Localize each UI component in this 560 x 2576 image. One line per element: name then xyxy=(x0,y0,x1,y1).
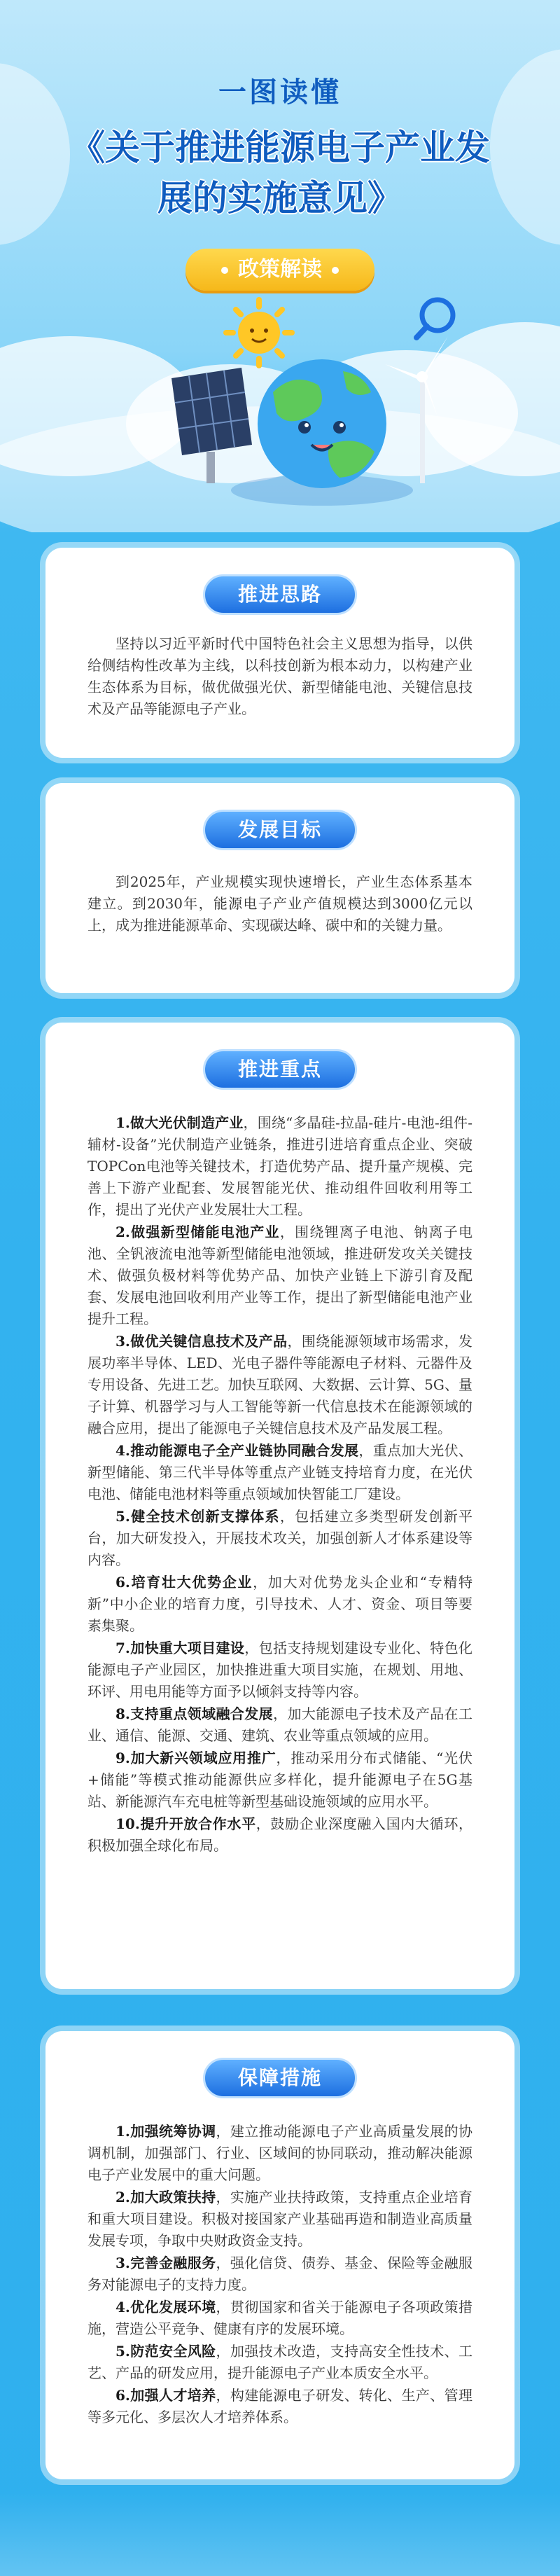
item-lead: 6.培育壮大优势企业 xyxy=(115,1574,253,1591)
list-item xyxy=(88,1572,472,1637)
item-lead: 5.防范安全风险 xyxy=(115,2343,216,2360)
item-text: ，包括建立多类型研发创新平台，加大研发投入，开展技术攻关，加强创新人才体系建设等内容。 xyxy=(88,1508,472,1568)
wind-turbine-icon xyxy=(385,336,448,483)
section-goals xyxy=(46,783,514,993)
item-lead: 2.加大政策扶持 xyxy=(115,2189,216,2205)
magnifier-icon xyxy=(416,300,453,338)
footer-glow xyxy=(0,2493,560,2576)
item-text: ，建立推动能源电子产业高质量发展的协调机制，加强部门、行业、区域间的协同联动，推动解决能源电子产业发展中的重大问题。 xyxy=(88,2123,472,2183)
item-text: ，包括支持规划建设专业化、特色化能源电子产业园区，加快推进重大项目实施，在规划、用地、环评、用电用能等方面予以倾斜支持等内容。 xyxy=(88,1640,472,1700)
item-text: ，推动采用分布式储能、“光伏+储能”等模式推动能源供应多样化，提升能源电子在5G基站、新能源汽车充电桩等新型基础设施领域的应用水平。 xyxy=(88,1750,472,1810)
list-item xyxy=(88,2297,472,2340)
paragraph: 到2025年，产业规模实现快速增长，产业生态体系基本建立。到2030年，能源电子产业产值规模达到3000亿元以上，成为推进能源革命、实现碳达峰、碳中和的关键力量。 xyxy=(88,873,472,934)
item-lead: 4.推动能源电子全产业链协同融合发展 xyxy=(115,1442,359,1459)
hero-banner xyxy=(0,0,560,532)
page-title: 《关于推进能源电子产业发展的实施意见》 xyxy=(70,127,490,219)
sun-icon xyxy=(226,300,292,366)
section-body-goals xyxy=(88,871,472,936)
policy-badge-label: 政策解读 xyxy=(238,257,322,282)
section-title-goals: 发展目标 xyxy=(203,810,357,850)
item-text: ，围绕锂离子电池、钠离子电池、全钒液流电池等新型储能电池领域，推进研发攻关关键技术、做强负极材料等优势产品、加快产业链上下游引育及配套、发展电池回收利用产业等工作，提出了新型储能电池产业提升工程。 xyxy=(88,1224,472,1327)
list-item xyxy=(88,2121,472,2186)
item-lead: 6.加强人才培养 xyxy=(115,2387,216,2404)
list-item xyxy=(88,1703,472,1747)
item-lead: 8.支持重点领域融合发展 xyxy=(115,1705,274,1722)
item-lead: 1.做大光伏制造产业 xyxy=(115,1114,244,1131)
item-lead: 10.提升开放合作水平 xyxy=(115,1815,256,1832)
list-item xyxy=(88,1440,472,1505)
policy-badge xyxy=(186,249,374,291)
item-text: ，构建能源电子研发、转化、生产、管理等多元化、多层次人才培养体系。 xyxy=(88,2387,472,2425)
section-body-priorities xyxy=(88,1112,472,1857)
item-text: ，鼓励企业深度融入国内大循环，积极加强全球化布局。 xyxy=(88,1815,473,1854)
section-title-approach: 推进思路 xyxy=(203,574,357,615)
section-title-safeguards: 保障措施 xyxy=(203,2058,357,2098)
section-priorities xyxy=(46,1023,514,1989)
list-item xyxy=(88,2385,472,2428)
page-title-top: 一图读懂 xyxy=(218,76,342,109)
list-item xyxy=(88,1813,472,1857)
section-approach xyxy=(46,548,514,758)
list-item xyxy=(88,1331,472,1439)
list-item xyxy=(88,2341,472,2384)
item-text: ，强化信贷、债券、基金、保险等金融服务对能源电子的支持力度。 xyxy=(88,2255,472,2293)
item-text: ，加大能源电子技术及产品在工业、通信、能源、交通、建筑、农业等重点领域的应用。 xyxy=(88,1705,472,1744)
item-text: ，加大对优势龙头企业和“专精特新”中小企业的培育力度，引导技术、人才、资金、项目等要素集聚。 xyxy=(88,1574,472,1634)
item-text: ，实施产业扶持政策，支持重点企业培育和重大项目建设。积极对接国家产业基础再造和制造业高质量发展专项，争取中央财政资金支持。 xyxy=(88,2189,472,2249)
section-body-approach xyxy=(88,633,472,720)
list-item xyxy=(88,1747,472,1813)
item-lead: 7.加快重大项目建设 xyxy=(115,1640,245,1656)
list-item xyxy=(88,1221,472,1330)
item-lead: 3.做优关键信息技术及产品 xyxy=(115,1333,288,1350)
section-safeguards xyxy=(46,2031,514,2479)
item-lead: 9.加大新兴领域应用推广 xyxy=(115,1750,276,1766)
list-item xyxy=(88,1637,472,1703)
item-lead: 4.优化发展环境 xyxy=(115,2299,216,2315)
section-body-safeguards xyxy=(88,2121,472,2429)
item-lead: 1.加强统筹协调 xyxy=(115,2123,216,2140)
item-lead: 3.完善金融服务 xyxy=(115,2255,216,2271)
hero-illustration xyxy=(119,294,469,518)
solar-panel-icon xyxy=(172,368,252,483)
item-text: ，加强技术改造，支持高安全性技术、工艺、产品的研发应用，提升能源电子产业本质安全水平。 xyxy=(88,2343,472,2381)
item-text: ，贯彻国家和省关于能源电子各项政策措施，营造公平竞争、健康有序的发展环境。 xyxy=(88,2299,472,2337)
list-item xyxy=(88,2252,472,2296)
paragraph: 坚持以习近平新时代中国特色社会主义思想为指导，以供给侧结构性改革为主线，以科技创新为根本动力，以构建产业生态体系为目标，做优做强光伏、新型储能电池、关键信息技术及产品等能源电子产业。 xyxy=(88,635,472,717)
item-lead: 5.健全技术创新支撑体系 xyxy=(115,1508,280,1525)
list-item xyxy=(88,1506,472,1571)
list-item xyxy=(88,1112,472,1221)
globe-icon xyxy=(231,359,413,506)
item-text: ，围绕能源领域市场需求，发展功率半导体、LED、光电子器件等能源电子材料、元器件及专用设备、先进工艺。加快互联网、大数据、云计算、5G、量子计算、机器学习与人工智能等新一代信息技术在能源领域的融合应用，提出了能源电子关键信息技术及产品发展工程。 xyxy=(88,1333,472,1436)
item-text: ，围绕“多晶硅-拉晶-硅片-电池-组件-辅材-设备”光伏制造产业链条，推进引进培育重点企业、突破TOPCon电池等关键技术，打造优势产品、提升量产规模、完善上下游产业配套、发展智能光伏、推动组件回收利用等工作，提出了光伏产业发展壮大工程。 xyxy=(88,1114,473,1218)
item-text: ，重点加大光伏、新型储能、第三代半导体等重点产业链支持培育力度，在光伏电池、储能电池材料等重点领域加快智能工厂建设。 xyxy=(88,1442,473,1502)
list-item xyxy=(88,2187,472,2252)
section-title-priorities: 推进重点 xyxy=(203,1049,357,1090)
item-lead: 2.做强新型储能电池产业 xyxy=(115,1224,280,1240)
